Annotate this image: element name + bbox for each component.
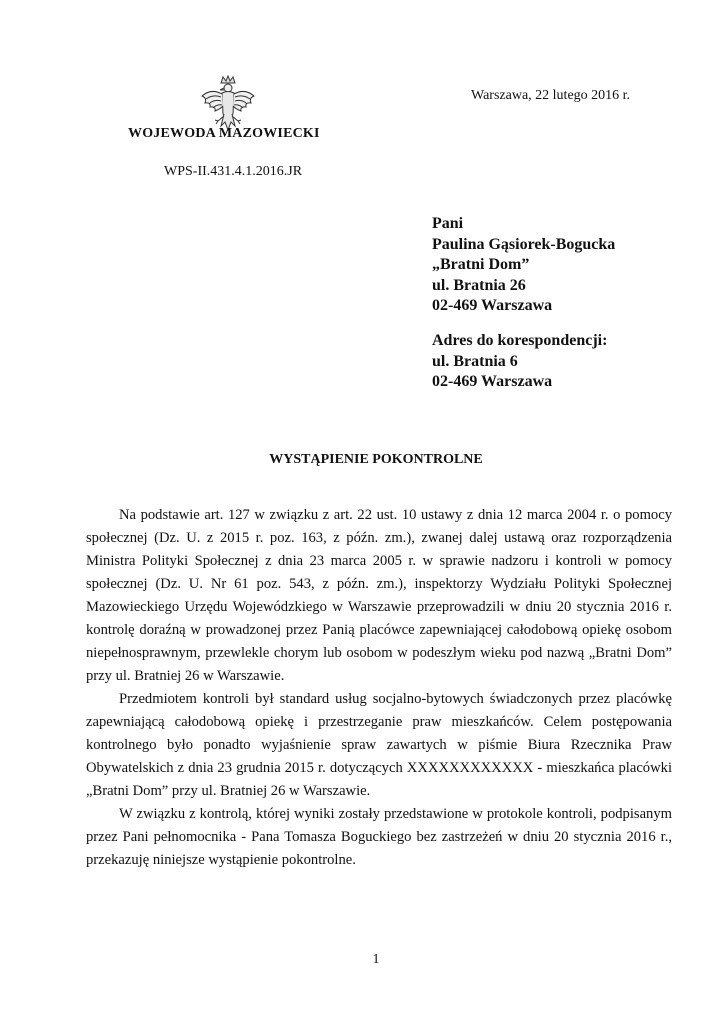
recipient-address (432, 214, 615, 317)
recipient-line: 02-469 Warszawa (432, 297, 553, 314)
recipient-line: ul. Bratnia 26 (432, 276, 526, 294)
recipient-line: Paulina Gąsiorek-Bogucka (432, 235, 616, 253)
recipient-line: Pani (432, 215, 464, 232)
document-body (86, 504, 672, 872)
correspondence-heading: Adres do korespondencji: (432, 332, 608, 349)
correspondence-address (432, 331, 607, 393)
correspondence-line: ul. Bratnia 6 (432, 352, 518, 370)
page-number: 1 (372, 952, 380, 967)
document-date: Warszawa, 22 lutego 2016 r. (471, 88, 631, 103)
body-paragraph: Przedmiotem kontroli był standard usług socjalno-bytowych świadczonych przez placówkę zapewniającą całodobową opiekę i przestrzeganie praw mieszkańców. Celem postępowania kontrolnego było ponadto wyjaśnienie spraw zawartych w piśmie Biura Rzecznika Praw Obywatelskich z dnia 23 grudnia 2015 r. dotyczących XXXXXXXXXXXX - mieszkańca placówki „Bratni Dom” przy ul. Bratniej 26 w Warszawie. (86, 691, 672, 799)
correspondence-line: 02-469 Warszawa (432, 373, 553, 390)
document-title: WYSTĄPIENIE POKONTROLNE (269, 452, 483, 467)
body-paragraph: Na podstawie art. 127 w związku z art. 22 ust. 10 ustawy z dnia 12 marca 2004 r. o pomocy społecznej (Dz. U. z 2015 r. poz. 163, z późn. zm.), zwanej dalej ustawą oraz rozporządzenia Ministra Polityki Społecznej z dnia 23 marca 2005 r. w sprawie nadzoru i kontroli w pomocy społecznej (Dz. U. Nr 61 poz. 543, z późn. zm.), inspektorzy Wydziału Polityki Społecznej Mazowieckiego Urzędu Wojewódzkiego w Warszawie przeprowadzili w dniu 20 stycznia 2016 r. kontrolę doraźną w prowadzonej przez Panią placówce zapewniającej całodobową opiekę osobom niepełnosprawnym, przewlekle chorym lub osobom w podeszłym wieku pod nazwą „Bratni Dom” przy ul. Bratniej 26 w Warszawie. (86, 507, 672, 684)
reference-number: WPS-II.431.4.1.2016.JR (164, 164, 303, 179)
recipient-line: „Bratni Dom” (432, 256, 530, 273)
body-paragraph: W związku z kontrolą, której wyniki zostały przedstawione w protokole kontroli, podpisanym przez Pani pełnomocnika - Pana Tomasza Boguckiego bez zastrzeżeń w dniu 20 stycznia 2016 r., przekazuję niniejsze wystąpienie pokontrolne. (86, 806, 672, 868)
issuer-name: WOJEWODA MAZOWIECKI (128, 126, 320, 141)
